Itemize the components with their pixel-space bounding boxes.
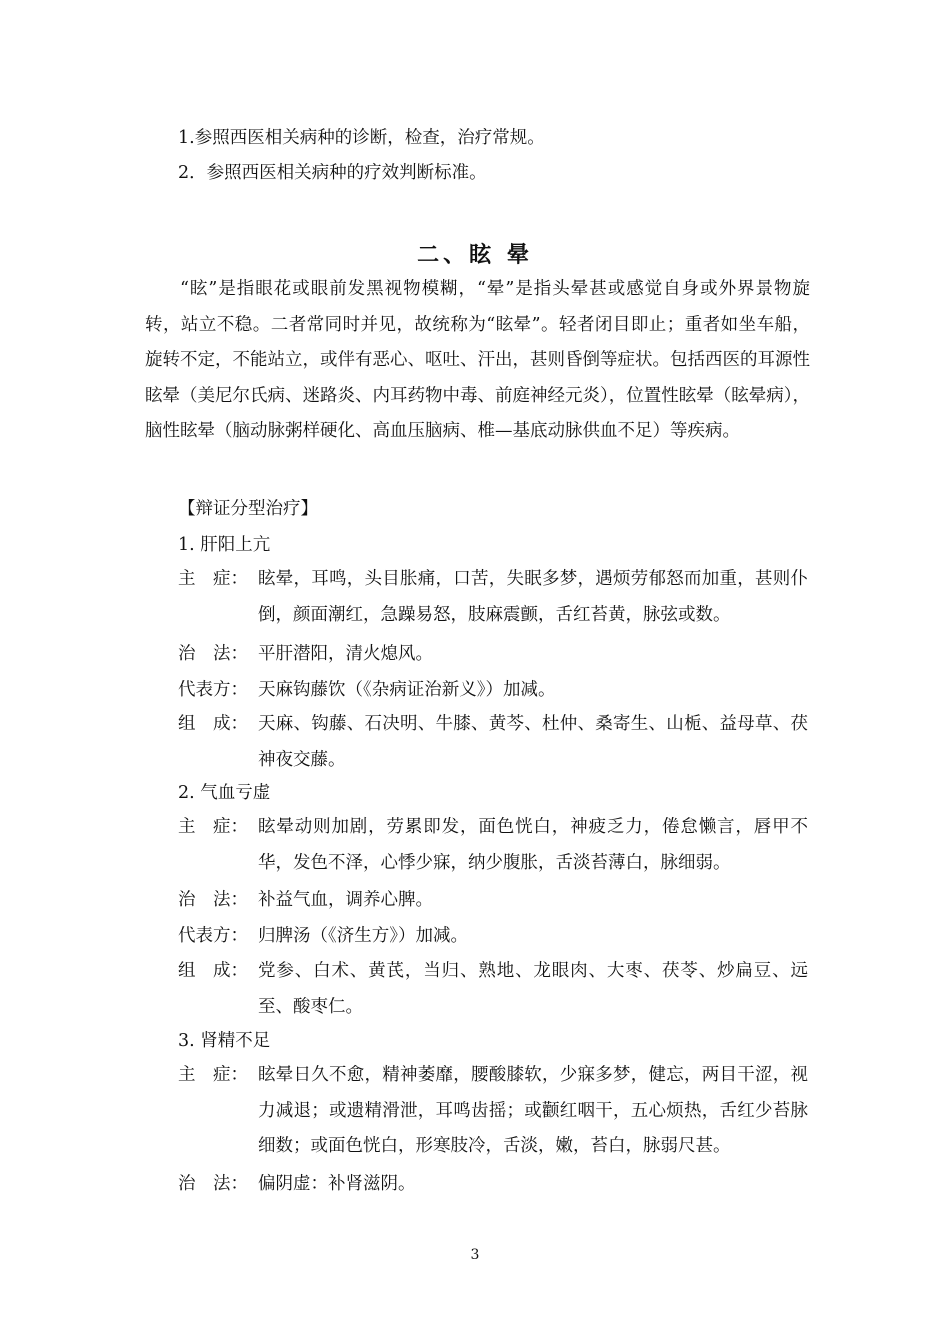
entry-label: 代表方： [178, 926, 248, 946]
entry-text: 偏阴虚：补肾滋阴。 [258, 1174, 416, 1194]
entry-label: 主 症： [178, 569, 248, 589]
intro-paragraph: “眩”是指眼花或眼前发黑视物模糊，“晕”是指头晕甚或感觉自身或外界景物旋转，站立不稳。二者常同时并见，故统称为“眩晕”。轻者闭目即止；重者如坐车船，旋转不定，不能站立，或伴有恶心、呕吐、汗出，甚则昏倒等症状。包括西医的耳源性眩晕（美尼尔氏病、迷路炎、内耳药物中毒、前庭神经元炎），位置性眩晕（眩晕病），脑性眩晕（脑动脉粥样硬化、高血压脑病、椎—基底动脉供血不足）等疾病。 [145, 279, 810, 442]
type1-symptoms [178, 562, 808, 633]
entry-text: 眩晕日久不愈，精神萎靡，腰酸膝软，少寐多梦，健忘，两目干涩，视力减退；或遗精滑泄，耳鸣齿摇；或颧红咽干，五心烦热，舌红少苔脉细数；或面色恍白，形寒肢冷，舌淡，嫩，苔白，脉弱尺甚。 [258, 1065, 808, 1157]
entry-label: 治 法： [178, 1174, 248, 1194]
type1-method [178, 637, 808, 673]
type1-formula [178, 673, 808, 709]
type2-symptoms [178, 810, 808, 881]
entry-text: 眩晕，耳鸣，头目胀痛，口苦，失眠多梦，遇烦劳郁怒而加重，甚则仆倒，颜面潮红，急躁易怒，肢麻震颤，舌红苔黄，脉弦或数。 [258, 569, 808, 625]
type-heading-3: 3. 肾精不足 [178, 1031, 271, 1051]
entry-text: 平肝潜阳，清火熄风。 [258, 644, 433, 664]
type1-composition [178, 707, 808, 778]
type2-composition [178, 954, 808, 1025]
type2-formula [178, 919, 808, 955]
type3-method [178, 1167, 808, 1203]
top-item-2: 2．参照西医相关病种的疗效判断标准。 [178, 163, 487, 183]
type3-symptoms [178, 1058, 808, 1165]
entry-text: 天麻钩藤饮（《杂病证治新义》）加减。 [258, 680, 556, 700]
type-heading-1: 1. 肝阳上亢 [178, 535, 271, 555]
entry-label: 治 法： [178, 890, 248, 910]
entry-label: 组 成： [178, 714, 248, 734]
type-heading-2: 2. 气血亏虚 [178, 783, 271, 803]
entry-label: 治 法： [178, 644, 248, 664]
entry-text: 眩晕动则加剧，劳累即发，面色恍白，神疲乏力，倦怠懒言，唇甲不华，发色不泽，心悸少寐，纳少腹胀，舌淡苔薄白，脉细弱。 [258, 817, 808, 873]
subheading: 【辩证分型治疗】 [178, 499, 318, 519]
top-item-1: 1.参照西医相关病种的诊断，检查，治疗常规。 [178, 128, 545, 148]
entry-label: 代表方： [178, 680, 248, 700]
entry-label: 组 成： [178, 961, 248, 981]
entry-text: 党参、白术、黄芪，当归、熟地、龙眼肉、大枣、茯苓、炒扁豆、远至、酸枣仁。 [258, 961, 808, 1017]
entry-label: 主 症： [178, 1065, 248, 1085]
page-number: 3 [470, 1247, 480, 1263]
type2-method [178, 883, 808, 919]
entry-text: 补益气血，调养心脾。 [258, 890, 433, 910]
entry-text: 归脾汤（《济生方》）加减。 [258, 926, 468, 946]
entry-text: 天麻、钩藤、石决明、牛膝、黄芩、杜仲、桑寄生、山栀、益母草、茯神夜交藤。 [258, 714, 808, 770]
section-title: 二、眩 晕 [417, 243, 533, 268]
entry-label: 主 症： [178, 817, 248, 837]
